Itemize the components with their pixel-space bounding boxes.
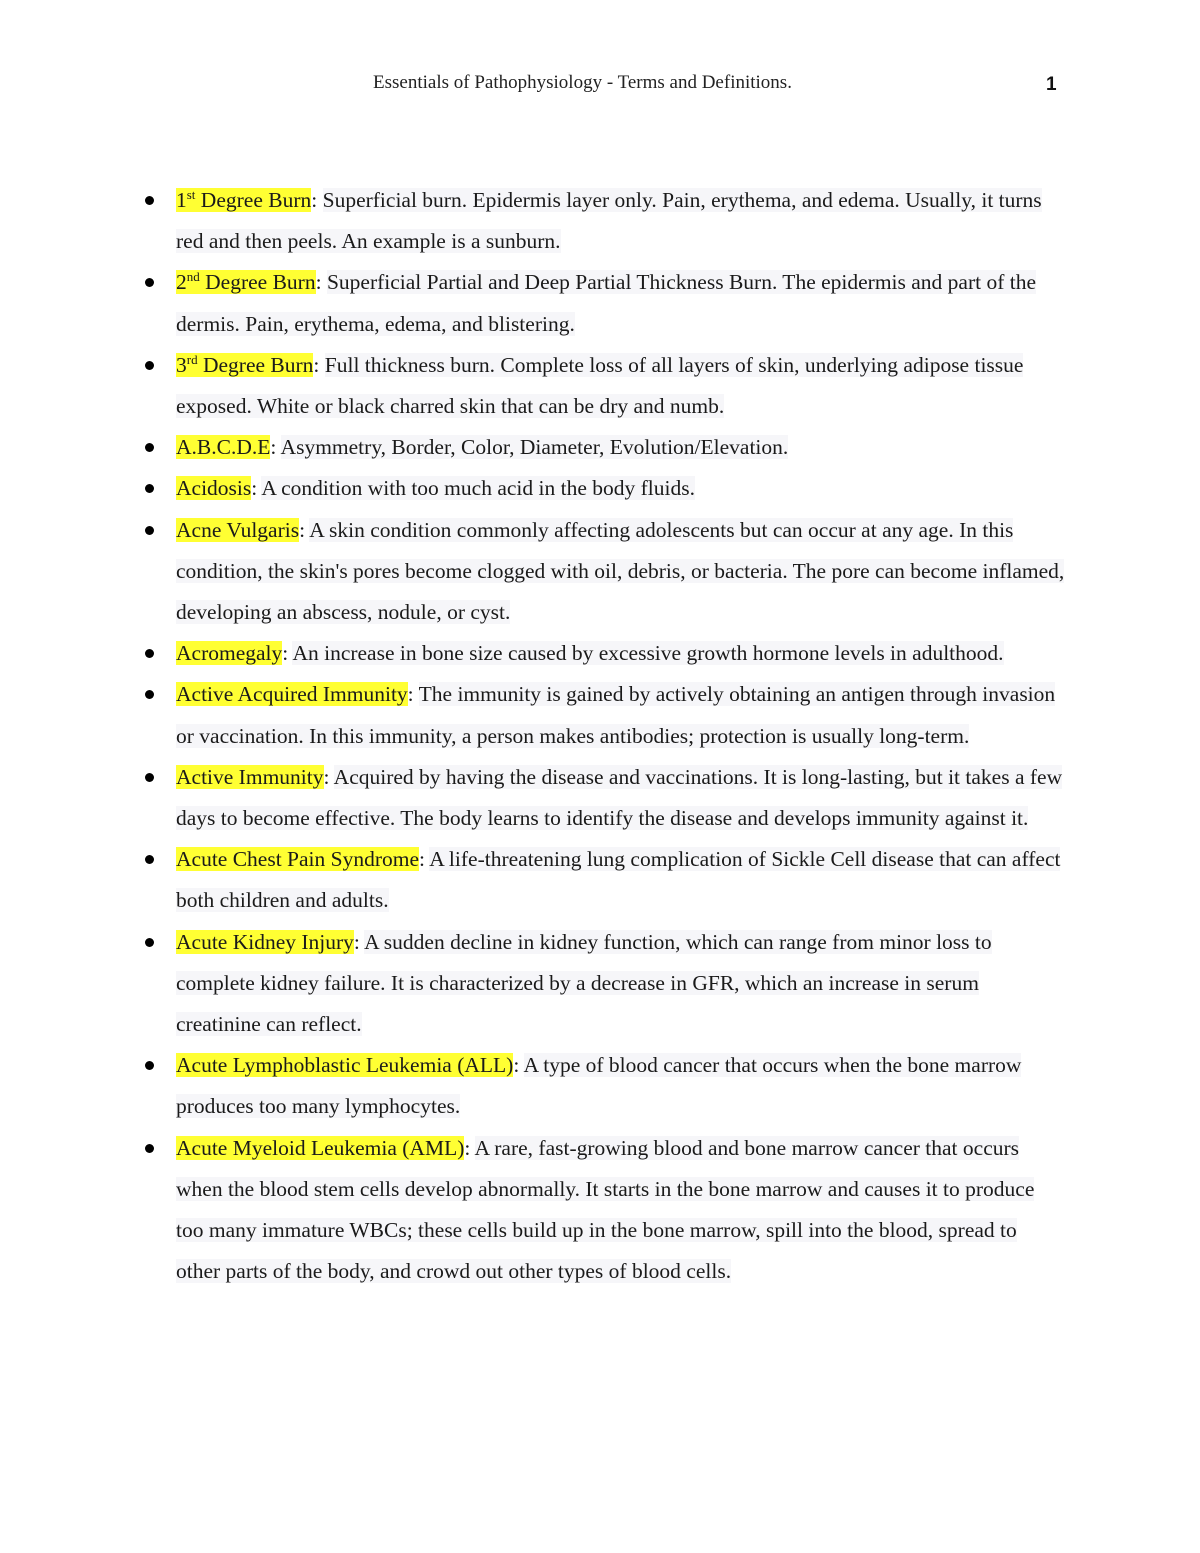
header-title: Essentials of Pathophysiology - Terms and Definitions. [373, 72, 792, 93]
bullet-icon [145, 443, 154, 452]
bullet-icon [145, 1061, 154, 1070]
term-definition: A skin condition commonly affecting adolescents but can occur at any age. In this condition, the skin's pores become clogged with oil, debris, or bacteria. The pore can become inflamed, developing an abscess, nodule, or cyst. [176, 517, 1065, 625]
term-definition: A life-threatening lung complication of Sickle Cell disease that can affect both children and adults. [176, 847, 1061, 913]
term-item: Acute Kidney Injury: A sudden decline in kidney function, which can range from minor loss to complete kidney failure. It is characterized by a decrease in GFR, which an increase in serum creatinine can reflect. [176, 922, 1066, 1046]
term-item: Acromegaly: An increase in bone size caused by excessive growth hormone levels in adulthood. [176, 633, 1066, 674]
term-label: Acute Lymphoblastic Leukemia (ALL) [176, 1053, 514, 1078]
term-item: Acute Myeloid Leukemia (AML): A rare, fast-growing blood and bone marrow cancer that occurs when the blood stem cells develop abnormally. It starts in the bone marrow and causes it to produce too many immature WBCs; these cells build up in the bone marrow, spill into the blood, spread to other parts of the body, and crowd out other types of blood cells. [176, 1128, 1066, 1293]
page-number: 1 [1046, 74, 1057, 95]
term-definition: Superficial burn. Epidermis layer only. Pain, erythema, and edema. Usually, it turns red and then peels. An example is a sunburn. [176, 188, 1042, 254]
term-item: A.B.C.D.E: Asymmetry, Border, Color, Diameter, Evolution/Elevation. [176, 427, 1066, 468]
term-definition: Asymmetry, Border, Color, Diameter, Evolution/Elevation. [280, 435, 789, 460]
bullet-icon [145, 1144, 154, 1153]
bullet-icon [145, 855, 154, 864]
term-label: Acute Chest Pain Syndrome [176, 847, 420, 872]
term-item: 2nd Degree Burn: Superficial Partial and Deep Partial Thickness Burn. The epidermis and part of the dermis. Pain, erythema, edema, and blistering. [176, 262, 1066, 344]
term-definition: The immunity is gained by actively obtaining an antigen through invasion or vaccination. In this immunity, a person makes antibodies; protection is usually long-term. [176, 682, 1056, 748]
term-label: 2nd Degree Burn [176, 269, 316, 295]
term-item: Active Immunity: Acquired by having the disease and vaccinations. It is long-lasting, but it takes a few days to become effective. The body learns to identify the disease and develops immunity against it. [176, 757, 1066, 839]
term-definition: A condition with too much acid in the body fluids. [261, 476, 695, 501]
term-label: Active Immunity [176, 764, 324, 789]
term-list [0, 180, 1200, 1292]
term-item: Active Acquired Immunity: The immunity is gained by actively obtaining an antigen through invasion or vaccination. In this immunity, a person makes antibodies; protection is usually long-term. [176, 674, 1066, 756]
term-label: A.B.C.D.E [176, 435, 271, 460]
term-definition: Full thickness burn. Complete loss of all layers of skin, underlying adipose tissue exposed. White or black charred skin that can be dry and numb. [176, 352, 1024, 419]
bullet-icon [145, 649, 154, 658]
term-label: Acidosis [176, 476, 252, 501]
term-label: Acromegaly [176, 641, 283, 666]
bullet-icon [145, 526, 154, 535]
page-header [0, 72, 1200, 102]
term-item: 1st Degree Burn: Superficial burn. Epidermis layer only. Pain, erythema, and edema. Usually, it turns red and then peels. An example is a sunburn. [176, 180, 1066, 262]
term-item: Acne Vulgaris: A skin condition commonly affecting adolescents but can occur at any age. In this condition, the skin's pores become clogged with oil, debris, or bacteria. The pore can become inflamed, developing an abscess, nodule, or cyst. [176, 510, 1066, 634]
term-definition: A rare, fast-growing blood and bone marrow cancer that occurs when the blood stem cells develop abnormally. It starts in the bone marrow and causes it to produce too many immature WBCs; these cells build up in the bone marrow, spill into the blood, spread to other parts of the body, and crowd out other types of blood cells. [176, 1135, 1035, 1284]
term-definition: Superficial Partial and Deep Partial Thickness Burn. The epidermis and part of the dermis. Pain, erythema, edema, and blistering. [176, 270, 1037, 336]
term-definition: A sudden decline in kidney function, which can range from minor loss to complete kidney failure. It is characterized by a decrease in GFR, which an increase in serum creatinine can reflect. [176, 929, 992, 1037]
bullet-icon [145, 484, 154, 493]
term-label: Acute Myeloid Leukemia (AML) [176, 1135, 465, 1160]
term-definition: A type of blood cancer that occurs when the bone marrow produces too many lymphocytes. [176, 1053, 1022, 1119]
term-definition: Acquired by having the disease and vaccinations. It is long-lasting, but it takes a few days to become effective. The body learns to identify the disease and develops immunity against it. [176, 764, 1063, 831]
term-label: Active Acquired Immunity [176, 682, 408, 707]
bullet-icon [145, 196, 154, 205]
term-label: Acute Kidney Injury [176, 929, 354, 954]
term-label: 3rd Degree Burn [176, 351, 314, 377]
bullet-icon [145, 361, 154, 370]
bullet-icon [145, 773, 154, 782]
term-label: 1st Degree Burn [176, 187, 312, 212]
term-item: 3rd Degree Burn: Full thickness burn. Complete loss of all layers of skin, underlying adipose tissue exposed. White or black charred skin that can be dry and numb. [176, 345, 1066, 427]
term-definition: An increase in bone size caused by excessive growth hormone levels in adulthood. [292, 641, 1004, 666]
term-label: Acne Vulgaris [176, 517, 300, 542]
term-item: Acute Lymphoblastic Leukemia (ALL): A type of blood cancer that occurs when the bone marrow produces too many lymphocytes. [176, 1045, 1066, 1127]
bullet-icon [145, 938, 154, 947]
bullet-icon [145, 278, 154, 287]
bullet-icon [145, 690, 154, 699]
term-item: Acute Chest Pain Syndrome: A life-threatening lung complication of Sickle Cell disease that can affect both children and adults. [176, 839, 1066, 921]
term-item: Acidosis: A condition with too much acid in the body fluids. [176, 468, 1066, 509]
